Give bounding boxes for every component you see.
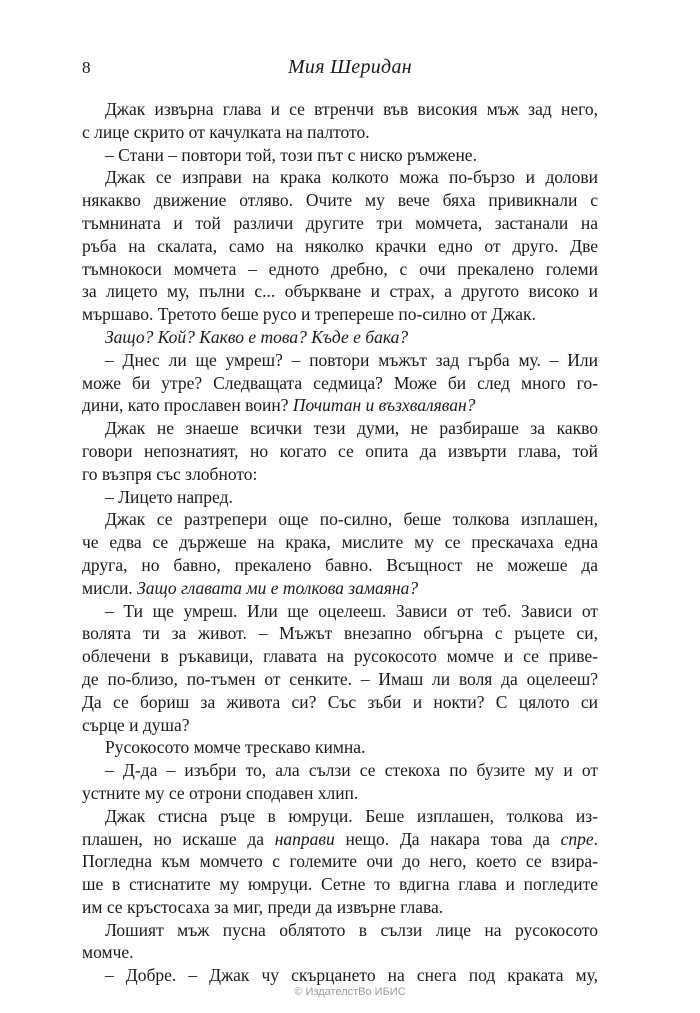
italic-text: Защо? Кой? Какво е това? Къде е бака? xyxy=(105,326,409,347)
text-line xyxy=(82,189,598,212)
text-line xyxy=(82,463,598,486)
text-line xyxy=(82,736,598,759)
text-segment: Джак стисна ръце в юмруци. Беше изплашен, толкова из- xyxy=(105,805,598,826)
text-segment: – Ти ще умреш. Или ще оцелееш. Зависи от теб. Зависи от xyxy=(105,600,598,621)
italic-text: спре xyxy=(560,828,594,849)
text-line xyxy=(82,850,598,873)
publisher-copyright: © ИздателстВо ИБИС xyxy=(294,986,406,998)
text-line xyxy=(82,600,598,623)
text-line xyxy=(82,349,598,372)
text-line xyxy=(82,144,598,167)
text-segment: Джак се разтрепери още по-силно, беше толкова изплашен, xyxy=(105,509,598,530)
text-line xyxy=(82,828,598,851)
text-segment: – Добре. – Джак чу скърцането на снега под краката му, xyxy=(105,965,598,986)
text-segment: нещо. Да накара това да xyxy=(334,828,561,849)
text-line xyxy=(82,873,598,896)
text-line xyxy=(82,531,598,554)
text-line xyxy=(82,121,598,144)
text-segment: Лошият мъж пусна облятото в сълзи лице на русокосото xyxy=(105,919,598,940)
text-line xyxy=(82,782,598,805)
text-segment: момче. xyxy=(82,942,134,963)
text-segment: устните му се отрони сподавен хлип. xyxy=(82,782,359,803)
text-segment: – Д-да – изъбри то, ала сълзи се стекоха по бузите му и от xyxy=(105,760,598,781)
text-line xyxy=(82,964,598,987)
text-segment: плашен, но искаше да xyxy=(82,828,275,849)
text-line xyxy=(82,417,598,440)
text-line xyxy=(82,235,598,258)
text-segment: дини, като прославен воин? xyxy=(82,395,293,416)
text-line xyxy=(82,258,598,281)
text-line xyxy=(82,212,598,235)
text-line xyxy=(82,98,598,121)
text-line xyxy=(82,326,598,349)
text-line xyxy=(82,440,598,463)
text-segment: ръба на скалата, само на няколко крачки едно от друго. Две xyxy=(82,235,598,256)
text-line xyxy=(82,372,598,395)
text-line xyxy=(82,622,598,645)
text-segment: мършаво. Третото беше русо и трепереше по-силно от Джак. xyxy=(82,304,536,325)
text-line xyxy=(82,508,598,531)
text-line xyxy=(82,394,598,417)
text-segment: Русокосото момче трескаво кимна. xyxy=(105,737,366,758)
text-segment: мисли. xyxy=(82,577,138,598)
text-segment: може би утре? Следващата седмица? Може би след много го- xyxy=(82,372,598,393)
text-segment: – Стани – повтори той, този път с ниско ръмжене. xyxy=(105,144,477,165)
text-segment: облечени в ръкавици, главата на русокосото момче и се приве- xyxy=(82,646,598,667)
text-segment: Погледна към момчето с големите очи до него, което се взира- xyxy=(82,851,598,872)
text-line xyxy=(82,166,598,189)
text-line xyxy=(82,486,598,509)
text-segment: сърце и душа? xyxy=(82,714,190,735)
text-segment: . xyxy=(593,828,598,849)
text-segment: Да се бориш за живота си? Със зъби и нокти? С цялото си xyxy=(82,691,598,712)
running-title: Мия Шеридан xyxy=(287,56,413,78)
text-line xyxy=(82,668,598,691)
text-segment: ше в стиснатите му юмруци. Сетне то вдигна глава и погледите xyxy=(82,874,598,895)
text-segment: им се кръстосаха за миг, преди да извърне глава. xyxy=(82,896,444,917)
text-segment: Джак не знаеше всички тези думи, не разбираше за какво xyxy=(105,418,598,439)
italic-text: Почитан и възхваляван? xyxy=(292,395,476,416)
text-segment: – Лицето напред. xyxy=(105,486,233,507)
text-line xyxy=(82,645,598,668)
italic-text: направи xyxy=(274,828,335,849)
text-line xyxy=(82,759,598,782)
text-segment: някакво движение отляво. Очите му вече бяха привикнали с xyxy=(82,190,598,211)
text-segment: че едва се държеше на крака, мислите му се прескачаха една xyxy=(82,532,598,553)
text-line xyxy=(82,919,598,942)
text-segment: друга, но бавно, прекалено бавно. Всъщност не можеше да xyxy=(82,554,598,575)
text-segment: волята ти за живот. – Мъжът внезапно обгърна с ръцете си, xyxy=(82,623,598,644)
text-segment: тъмнокоси момчета – едното дребно, с очи прекалено големи xyxy=(82,258,598,279)
text-segment: за лицето му, пълни с... объркване и страх, а другото високо и xyxy=(82,281,598,302)
text-line xyxy=(82,280,598,303)
text-segment: – Днес ли ще умреш? – повтори мъжът зад гърба му. – Или xyxy=(105,349,598,370)
text-line xyxy=(82,941,598,964)
text-segment: с лице скрито от качулката на палтото. xyxy=(82,121,370,142)
text-line xyxy=(82,303,598,326)
text-line xyxy=(82,554,598,577)
text-line xyxy=(82,805,598,828)
text-segment: Джак се изправи на крака колкото можа по-бързо и долови xyxy=(105,167,598,188)
text-segment: говори непознатият, но когато се опита да извърти глава, той xyxy=(82,440,598,461)
italic-text: Защо главата ми е толкова замаяна? xyxy=(137,577,419,598)
text-line xyxy=(82,691,598,714)
text-segment: Джак извърна глава и се втренчи във високия мъж зад него, xyxy=(105,99,598,119)
text-line xyxy=(82,896,598,919)
text-segment: де по-близо, по-тъмен от сенките. – Имаш ли воля да оцелееш? xyxy=(82,668,598,689)
book-text-body xyxy=(82,98,598,987)
text-line xyxy=(82,714,598,737)
page-number: 8 xyxy=(82,58,91,77)
text-segment: го възпря със злобното: xyxy=(82,463,258,484)
text-line xyxy=(82,577,598,600)
text-segment: тъмнината и той различи другите три момчета, застанали на xyxy=(82,212,598,233)
